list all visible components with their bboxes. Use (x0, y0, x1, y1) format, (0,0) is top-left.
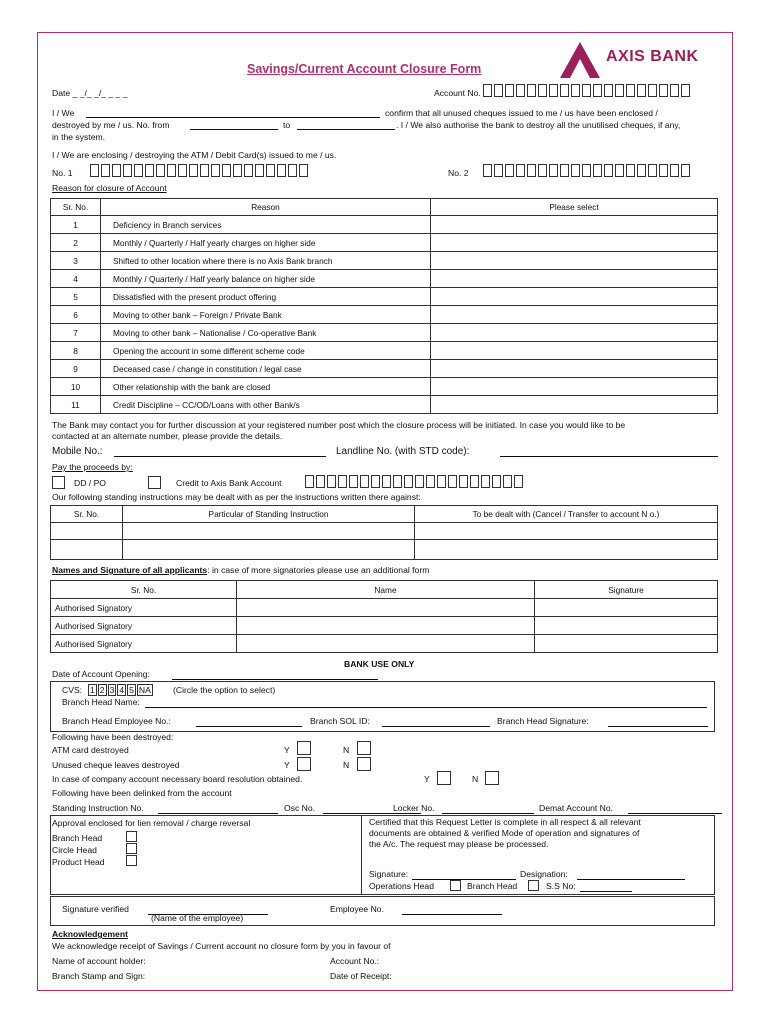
cheque-y-label: Y (284, 760, 290, 770)
si-no-label: Standing Instruction No. (52, 803, 144, 813)
card-no1-label: No. 1 (52, 168, 73, 178)
reason-row[interactable] (51, 270, 718, 288)
sol-id-line[interactable] (382, 717, 490, 727)
cvs-label: CVS: (62, 685, 83, 695)
reason-sr: 1 (51, 216, 101, 234)
si-col-sr: Sr. No. (51, 506, 123, 523)
account-label: Account No. (434, 88, 481, 98)
cheque-n-label: N (343, 760, 350, 770)
form-title: Savings/Current Account Closure Form (247, 62, 482, 76)
applicants-table (50, 580, 718, 653)
standing-line: Our following standing instructions may be dealt with as per the instructions written there against: (52, 492, 421, 502)
col-sr-no: Sr. No. (51, 199, 101, 216)
approval-divider (361, 815, 362, 895)
reason-sr: 8 (51, 342, 101, 360)
dd-po-label: DD / PO (74, 478, 106, 488)
bh-sign-line[interactable] (608, 717, 708, 727)
reason-select-cell[interactable] (431, 396, 718, 414)
emp-no-line[interactable] (196, 717, 302, 727)
reason-text: Deceased case / change in constitution / legal case (101, 360, 431, 378)
branch-head-checkbox[interactable] (126, 831, 137, 842)
designation-line[interactable] (577, 870, 685, 880)
date-label: Date _ _/_ _/_ _ _ _ (52, 88, 128, 98)
cvs-option[interactable]: NA (138, 685, 151, 695)
mobile-label: Mobile No.: (52, 446, 103, 457)
br-head-label: Branch Head (467, 881, 518, 891)
reason-select-cell[interactable] (431, 216, 718, 234)
reason-sr: 3 (51, 252, 101, 270)
reason-sr: 4 (51, 270, 101, 288)
ops-head-label: Operations Head (369, 881, 434, 891)
reason-row[interactable] (51, 216, 718, 234)
reason-text: Other relationship with the bank are closed (101, 378, 431, 396)
branch-head-label: Branch Head (52, 833, 103, 843)
reason-text: Deficiency in Branch services (101, 216, 431, 234)
lien-label: Approval enclosed for lien removal / charge reversal (52, 818, 251, 828)
ops-head-checkbox[interactable] (450, 880, 461, 891)
applicant-label: Authorised Signatory (51, 599, 237, 617)
reason-sr: 9 (51, 360, 101, 378)
atm-n-label: N (343, 745, 350, 755)
bank-name: AXIS BANK (606, 48, 699, 65)
applicants-heading-suffix: : in case of more signatories please use an additional form (207, 565, 430, 575)
intro-line3: in the system. (52, 132, 106, 142)
certify-line2: documents are obtained & verified Mode of operation and signatures of (369, 828, 640, 838)
demat-no-label: Demat Account No. (539, 803, 614, 813)
intro-line2-suffix: . I / We also authorise the bank to destroy all the unutilised cheques, if any, (396, 120, 681, 130)
reason-select-cell[interactable] (431, 324, 718, 342)
product-head-checkbox[interactable] (126, 855, 137, 866)
si-no-line[interactable] (158, 804, 278, 814)
reason-sr: 11 (51, 396, 101, 414)
reason-text: Dissatisfied with the present product offering (101, 288, 431, 306)
standing-table (50, 505, 718, 560)
axis-bank-logo-icon (560, 42, 600, 78)
osc-no-label: Osc No. (284, 803, 316, 813)
cert-signature-line[interactable] (412, 870, 516, 880)
atm-y-checkbox[interactable] (297, 741, 311, 755)
reason-select-cell[interactable] (431, 252, 718, 270)
reason-select-cell[interactable] (431, 234, 718, 252)
reason-row[interactable] (51, 342, 718, 360)
reason-row[interactable] (51, 252, 718, 270)
demat-no-line[interactable] (628, 804, 722, 814)
card-no2-boxes[interactable] (483, 164, 692, 177)
atm-n-checkbox[interactable] (357, 741, 371, 755)
reason-row[interactable] (51, 288, 718, 306)
employee-no-line[interactable] (402, 905, 502, 915)
cert-signature-label: Signature: (369, 869, 409, 879)
landline-input-line[interactable] (500, 447, 718, 457)
credit-axis-label: Credit to Axis Bank Account (176, 478, 282, 488)
intro-line2-prefix: destroyed by me / us. No. from (52, 120, 170, 130)
cvs-option[interactable]: 4 (119, 685, 125, 695)
atm-line: I / We are enclosing / destroying the ATM / Debit Card(s) issued to me / us. (52, 150, 337, 160)
applicants-heading-row (52, 565, 429, 575)
intro-line1-prefix: I / We (52, 108, 75, 118)
applicant-row[interactable] (51, 617, 718, 635)
reason-heading: Reason for closure of Account (52, 183, 167, 193)
reason-select-cell[interactable] (431, 378, 718, 396)
reason-sr: 7 (51, 324, 101, 342)
opening-date-line[interactable] (172, 670, 378, 680)
certify-line3: the A/c. The request may please be processed. (369, 839, 549, 849)
reason-row[interactable] (51, 324, 718, 342)
reasons-table (50, 198, 718, 414)
contact-para1: The Bank may contact you for further discussion at your registered number post which the closure process will be initiated. In case you would like to be (52, 420, 626, 430)
reason-sr: 10 (51, 378, 101, 396)
credit-axis-checkbox[interactable] (148, 476, 161, 489)
cvs-note: (Circle the option to select) (173, 685, 276, 695)
reason-select-cell[interactable] (431, 306, 718, 324)
account-number-boxes[interactable] (483, 84, 692, 97)
reason-text: Credit Discipline – CC/OD/Loans with other Bank/s (101, 396, 431, 414)
col-please-select: Please select (431, 199, 718, 216)
proceeds-heading: Pay the proceeds by: (52, 462, 133, 472)
product-head-label: Product Head (52, 857, 105, 867)
ack-accno-label: Account No.: (330, 956, 380, 966)
standing-row[interactable] (51, 523, 718, 540)
reason-row[interactable] (51, 396, 718, 414)
reason-select-cell[interactable] (431, 342, 718, 360)
cvs-option[interactable]: 2 (99, 685, 105, 695)
applicant-row[interactable] (51, 599, 718, 617)
cheque-destroyed-label: Unused cheque leaves destroyed (52, 760, 180, 770)
reason-sr: 2 (51, 234, 101, 252)
reasons-header-row (51, 199, 718, 216)
board-resolution-label: In case of company account necessary board resolution obtained. (52, 774, 303, 784)
cvs-option[interactable]: 3 (109, 685, 115, 695)
reason-select-cell[interactable] (431, 360, 718, 378)
cheque-from-line[interactable] (190, 120, 278, 130)
reason-text: Shifted to other location where there is no Axis Bank branch (101, 252, 431, 270)
reason-text: Moving to other bank – Foreign / Private Bank (101, 306, 431, 324)
ack-stamp-label: Branch Stamp and Sign: (52, 971, 146, 981)
intro-line2-to: to (283, 120, 291, 130)
reason-row[interactable] (51, 378, 718, 396)
board-n-checkbox[interactable] (485, 771, 499, 785)
locker-no-line[interactable] (442, 804, 534, 814)
card-no1-boxes[interactable] (90, 164, 310, 177)
board-y-checkbox[interactable] (437, 771, 451, 785)
name-input-line[interactable] (86, 108, 380, 118)
card-no2-label: No. 2 (448, 168, 469, 178)
standing-row[interactable] (51, 540, 718, 560)
reason-row[interactable] (51, 234, 718, 252)
credit-account-boxes[interactable] (305, 475, 525, 488)
si-col-particular: Particular of Standing Instruction (123, 506, 415, 523)
applicants-heading: Names and Signature of all applicants (52, 565, 208, 575)
applicant-row[interactable] (51, 635, 718, 653)
mobile-input-line[interactable] (114, 447, 326, 457)
app-col-name: Name (237, 581, 535, 599)
delinked-heading: Following have been delinked from the account (52, 788, 232, 798)
atm-destroyed-label: ATM card destroyed (52, 745, 129, 755)
designation-label: Designation: (520, 869, 568, 879)
certify-line1: Certified that this Request Letter is complete in all respect & all relevant (369, 817, 641, 827)
cheque-y-checkbox[interactable] (297, 757, 311, 771)
atm-y-label: Y (284, 745, 290, 755)
reason-text: Moving to other bank – Nationalise / Co-operative Bank (101, 324, 431, 342)
circle-head-checkbox[interactable] (126, 843, 137, 854)
reason-select-cell[interactable] (431, 288, 718, 306)
reason-sr: 6 (51, 306, 101, 324)
branch-head-name-label: Branch Head Name: (62, 697, 140, 707)
reason-select-cell[interactable] (431, 270, 718, 288)
br-head-checkbox[interactable] (528, 880, 539, 891)
sol-id-label: Branch SOL ID: (310, 716, 370, 726)
emp-name-label: (Name of the employee) (151, 913, 244, 923)
reason-text: Monthly / Quarterly / Half yearly balance on higher side (101, 270, 431, 288)
app-col-sr: Sr. No. (51, 581, 237, 599)
cvs-option[interactable]: 1 (90, 685, 95, 695)
bank-use-heading: BANK USE ONLY (344, 659, 415, 669)
applicant-label: Authorised Signatory (51, 617, 237, 635)
branch-head-name-line[interactable] (145, 698, 707, 708)
cvs-options[interactable] (88, 684, 153, 696)
contact-para2: contacted at an alternate number, please provide the details. (52, 431, 283, 441)
intro-line1-suffix: confirm that all unused cheques issued to me / us have been enclosed / (385, 108, 658, 118)
dd-po-checkbox[interactable] (52, 476, 65, 489)
standing-header-row (51, 506, 718, 523)
reason-text: Monthly / Quarterly / Half yearly charges on higher side (101, 234, 431, 252)
app-col-signature: Signature (535, 581, 718, 599)
applicants-header-row (51, 581, 718, 599)
ack-heading: Acknowledgement (52, 929, 128, 939)
locker-no-label: Locker No. (393, 803, 435, 813)
board-n-label: N (472, 774, 479, 784)
circle-head-label: Circle Head (52, 845, 97, 855)
sig-verified-label: Signature verified (62, 904, 129, 914)
reason-text: Opening the account in some different scheme code (101, 342, 431, 360)
applicant-label: Authorised Signatory (51, 635, 237, 653)
opening-date-label: Date of Account Opening: (52, 669, 150, 679)
ack-receipt-label: Date of Receipt: (330, 971, 392, 981)
reason-row[interactable] (51, 306, 718, 324)
ss-no-line[interactable] (580, 882, 632, 892)
ack-holder-label: Name of account holder: (52, 956, 146, 966)
landline-label: Landline No. (with STD code): (336, 446, 470, 457)
reason-sr: 5 (51, 288, 101, 306)
employee-no-label: Employee No. (330, 904, 384, 914)
emp-no-label: Branch Head Employee No.: (62, 716, 171, 726)
ss-no-label: S.S No: (546, 881, 576, 891)
si-col-dealt: To be dealt with (Cancel / Transfer to account N o.) (415, 506, 718, 523)
cheque-to-line[interactable] (297, 120, 395, 130)
cvs-option[interactable]: 5 (129, 685, 134, 695)
bh-sign-label: Branch Head Signature: (497, 716, 589, 726)
col-reason: Reason (101, 199, 431, 216)
cheque-n-checkbox[interactable] (357, 757, 371, 771)
destroyed-heading: Following have been destroyed: (52, 732, 174, 742)
reason-row[interactable] (51, 360, 718, 378)
ack-line: We acknowledge receipt of Savings / Current account no closure form by you in favour of (52, 941, 391, 951)
board-y-label: Y (424, 774, 430, 784)
